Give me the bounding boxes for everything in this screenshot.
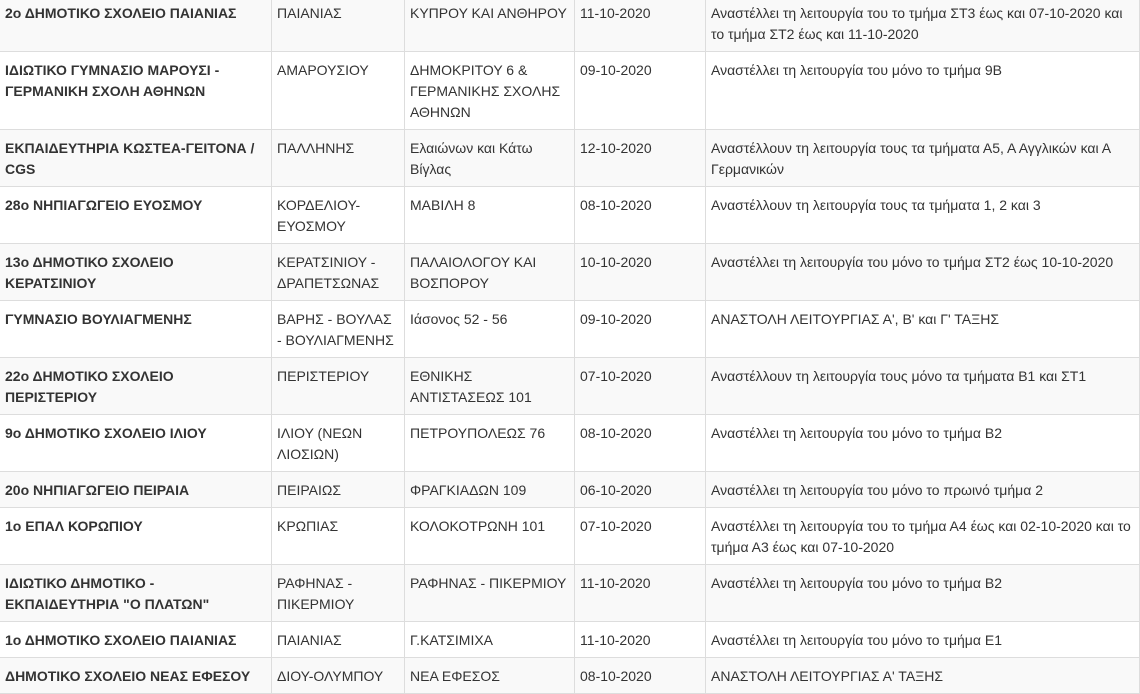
suspension-note: Αναστέλλει τη λειτουργία του μόνο το τμήμα ΣΤ2 έως 10-10-2020: [706, 244, 1140, 301]
suspension-note: Αναστέλλουν τη λειτουργία τους τα τμήματα 1, 2 και 3: [706, 187, 1140, 244]
municipality: ΚΡΩΠΙΑΣ: [272, 508, 405, 565]
suspension-note: ΑΝΑΣΤΟΛΗ ΛΕΙΤΟΥΡΓΙΑΣ Α', Β' και Γ' ΤΑΞΗΣ: [706, 301, 1140, 358]
suspension-note: Αναστέλλει τη λειτουργία του μόνο το τμήμα 9Β: [706, 52, 1140, 130]
suspension-note: Αναστέλλει τη λειτουργία του μόνο το τμήμα Β2: [706, 565, 1140, 622]
table-row: [0, 472, 1140, 508]
date: 07-10-2020: [575, 358, 706, 415]
table-row: [0, 130, 1140, 187]
date: 09-10-2020: [575, 52, 706, 130]
date: 11-10-2020: [575, 0, 706, 52]
address: ΜΑΒΙΛΗ 8: [405, 187, 575, 244]
school-name: ΔΗΜΟΤΙΚΟ ΣΧΟΛΕΙΟ ΝΕΑΣ ΕΦΕΣΟΥ: [0, 658, 272, 694]
address: ΠΑΛΑΙΟΛΟΓΟΥ ΚΑΙ ΒΟΣΠΟΡΟΥ: [405, 244, 575, 301]
table-row: [0, 187, 1140, 244]
date: 11-10-2020: [575, 622, 706, 658]
municipality: ΒΑΡΗΣ - ΒΟΥΛΑΣ - ΒΟΥΛΙΑΓΜΕΝΗΣ: [272, 301, 405, 358]
suspension-note: Αναστέλλουν τη λειτουργία τους τα τμήματα Α5, Α Αγγλικών και Α Γερμανικών: [706, 130, 1140, 187]
suspension-note: ΑΝΑΣΤΟΛΗ ΛΕΙΤΟΥΡΓΙΑΣ Α' ΤΑΞΗΣ: [706, 658, 1140, 694]
suspension-note: Αναστέλλει τη λειτουργία του μόνο το πρωινό τμήμα 2: [706, 472, 1140, 508]
address: ΦΡΑΓΚΙΑΔΩΝ 109: [405, 472, 575, 508]
municipality: ΠΑΛΛΗΝΗΣ: [272, 130, 405, 187]
school-name: 1ο ΕΠΑΛ ΚΟΡΩΠΙΟΥ: [0, 508, 272, 565]
date: 12-10-2020: [575, 130, 706, 187]
municipality: ΑΜΑΡΟΥΣΙΟΥ: [272, 52, 405, 130]
suspension-note: Αναστέλλει τη λειτουργία του το τμήμα ΣΤ3 έως και 07-10-2020 και το τμήμα ΣΤ2 έως και 11-10-2020: [706, 0, 1140, 52]
school-name: 20ο ΝΗΠΙΑΓΩΓΕΙΟ ΠΕΙΡΑΙΑ: [0, 472, 272, 508]
suspension-note: Αναστέλλει τη λειτουργία του μόνο το τμήμα Β2: [706, 415, 1140, 472]
school-name: 28ο ΝΗΠΙΑΓΩΓΕΙΟ ΕΥΟΣΜΟΥ: [0, 187, 272, 244]
school-name: ΕΚΠΑΙΔΕΥΤΗΡΙΑ ΚΩΣΤΕΑ-ΓΕΙΤΟΝΑ / CGS: [0, 130, 272, 187]
date: 11-10-2020: [575, 565, 706, 622]
address: ΚΟΛΟΚΟΤΡΩΝΗ 101: [405, 508, 575, 565]
school-name: 13ο ΔΗΜΟΤΙΚΟ ΣΧΟΛΕΙΟ ΚΕΡΑΤΣΙΝΙΟΥ: [0, 244, 272, 301]
school-name: ΙΔΙΩΤΙΚΟ ΓΥΜΝΑΣΙΟ ΜΑΡΟΥΣΙ - ΓΕΡΜΑΝΙΚΗ ΣΧΟΛΗ ΑΘΗΝΩΝ: [0, 52, 272, 130]
date: 06-10-2020: [575, 472, 706, 508]
suspension-note: Αναστέλλουν τη λειτουργία τους μόνο τα τμήματα Β1 και ΣΤ1: [706, 358, 1140, 415]
suspension-note: Αναστέλλει τη λειτουργία του μόνο το τμήμα Ε1: [706, 622, 1140, 658]
suspension-note: Αναστέλλει τη λειτουργία του το τμήμα Α4 έως και 02-10-2020 και το τμήμα Α3 έως και 07-10-2020: [706, 508, 1140, 565]
address: ΚΥΠΡΟΥ ΚΑΙ ΑΝΘΗΡΟΥ: [405, 0, 575, 52]
table-row: [0, 508, 1140, 565]
school-name: 1ο ΔΗΜΟΤΙΚΟ ΣΧΟΛΕΙΟ ΠΑΙΑΝΙΑΣ: [0, 622, 272, 658]
municipality: ΡΑΦΗΝΑΣ - ΠΙΚΕΡΜΙΟΥ: [272, 565, 405, 622]
date: 10-10-2020: [575, 244, 706, 301]
address: Ελαιώνων και Κάτω Βίγλας: [405, 130, 575, 187]
table-row: [0, 52, 1140, 130]
municipality: ΠΑΙΑΝΙΑΣ: [272, 622, 405, 658]
school-name: ΙΔΙΩΤΙΚΟ ΔΗΜΟΤΙΚΟ - ΕΚΠΑΙΔΕΥΤΗΡΙΑ "Ο ΠΛΑΤΩΝ": [0, 565, 272, 622]
table-row: [0, 244, 1140, 301]
table-row: [0, 0, 1140, 52]
table-row: [0, 622, 1140, 658]
school-name: 9ο ΔΗΜΟΤΙΚΟ ΣΧΟΛΕΙΟ ΙΛΙΟΥ: [0, 415, 272, 472]
table-row: [0, 415, 1140, 472]
school-name: ΓΥΜΝΑΣΙΟ ΒΟΥΛΙΑΓΜΕΝΗΣ: [0, 301, 272, 358]
municipality: ΔΙΟΥ-ΟΛΥΜΠΟΥ: [272, 658, 405, 694]
address: ΡΑΦΗΝΑΣ - ΠΙΚΕΡΜΙΟΥ: [405, 565, 575, 622]
address: Γ.ΚΑΤΣΙΜΙΧΑ: [405, 622, 575, 658]
municipality: ΠΕΡΙΣΤΕΡΙΟΥ: [272, 358, 405, 415]
date: 08-10-2020: [575, 658, 706, 694]
date: 08-10-2020: [575, 415, 706, 472]
address: ΝΕΑ ΕΦΕΣΟΣ: [405, 658, 575, 694]
municipality: ΠΕΙΡΑΙΩΣ: [272, 472, 405, 508]
table-row: [0, 565, 1140, 622]
date: 08-10-2020: [575, 187, 706, 244]
municipality: ΚΟΡΔΕΛΙΟΥ-ΕΥΟΣΜΟΥ: [272, 187, 405, 244]
date: 09-10-2020: [575, 301, 706, 358]
table-row: [0, 658, 1140, 694]
address: Ιάσονος 52 - 56: [405, 301, 575, 358]
date: 07-10-2020: [575, 508, 706, 565]
table-row: [0, 358, 1140, 415]
address: ΠΕΤΡΟΥΠΟΛΕΩΣ 76: [405, 415, 575, 472]
table-row: [0, 301, 1140, 358]
school-name: 2ο ΔΗΜΟΤΙΚΟ ΣΧΟΛΕΙΟ ΠΑΙΑΝΙΑΣ: [0, 0, 272, 52]
address: ΕΘΝΙΚΗΣ ΑΝΤΙΣΤΑΣΕΩΣ 101: [405, 358, 575, 415]
municipality: ΠΑΙΑΝΙΑΣ: [272, 0, 405, 52]
address: ΔΗΜΟΚΡΙΤΟΥ 6 & ΓΕΡΜΑΝΙΚΗΣ ΣΧΟΛΗΣ ΑΘΗΝΩΝ: [405, 52, 575, 130]
school-name: 22ο ΔΗΜΟΤΙΚΟ ΣΧΟΛΕΙΟ ΠΕΡΙΣΤΕΡΙΟΥ: [0, 358, 272, 415]
municipality: ΙΛΙΟΥ (ΝΕΩΝ ΛΙΟΣΙΩΝ): [272, 415, 405, 472]
municipality: ΚΕΡΑΤΣΙΝΙΟΥ - ΔΡΑΠΕΤΣΩΝΑΣ: [272, 244, 405, 301]
